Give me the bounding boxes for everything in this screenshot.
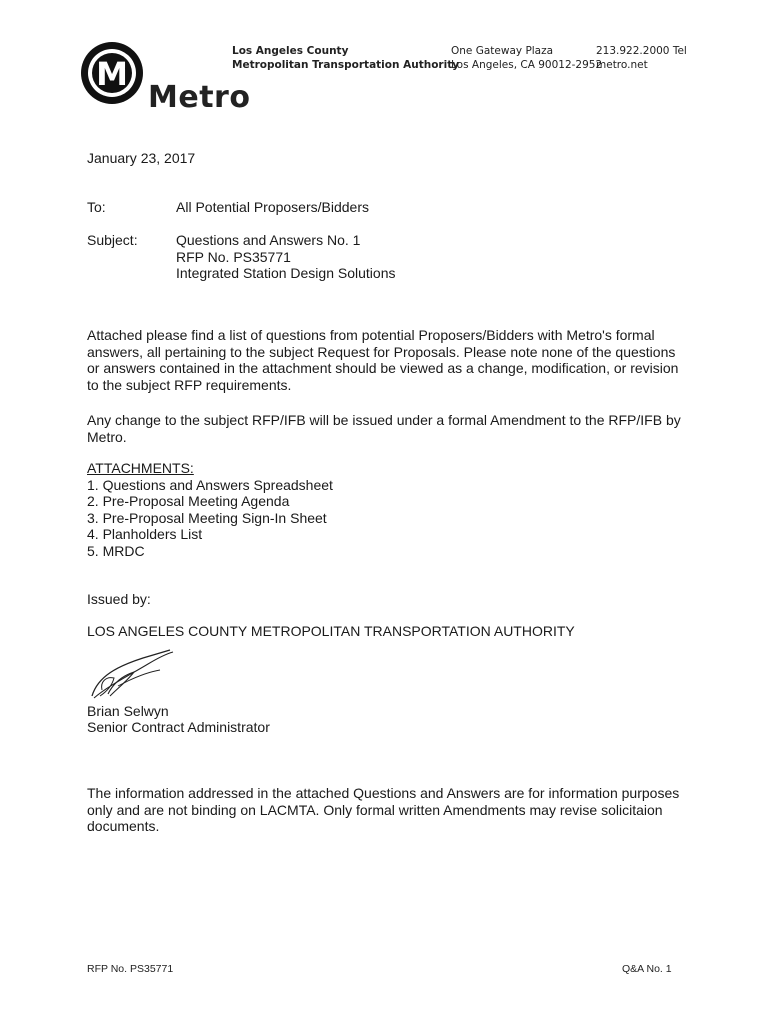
subject-label: Subject: — [87, 232, 138, 248]
footer-qa-number: Q&A No. 1 — [622, 963, 672, 975]
signer-title: Senior Contract Administrator — [87, 719, 270, 735]
signer-name: Brian Selwyn — [87, 703, 169, 719]
agency-line-1: Los Angeles County — [232, 45, 349, 57]
subject-lines — [176, 232, 395, 282]
issued-by-label: Issued by: — [87, 591, 151, 607]
list-item: 5. MRDC — [87, 542, 145, 559]
subject-line: Questions and Answers No. 1 — [176, 232, 361, 248]
handwritten-signature — [88, 646, 178, 704]
metro-wordmark: Metro — [148, 80, 251, 115]
paragraph-attachment-notice: Attached please find a list of questions from potential Proposers/Bidders with Metro's formal answers, all pertaining to the subject Request for Proposals. Please note none of the questions or answers contained in the attachment should be viewed as a change, modification, or revision to the subject RFP requirements. — [87, 327, 679, 393]
agency-line-2: Metropolitan Transportation Authority — [232, 59, 460, 71]
letter-date: January 23, 2017 — [87, 150, 196, 166]
disclaimer-paragraph: The information addressed in the attached Questions and Answers are for information purposes only and are not binding on LACMTA. Only formal written Amendments may revise solicitaion documents. — [87, 785, 680, 834]
attachments-heading: ATTACHMENTS: — [87, 460, 194, 476]
to-recipients: All Potential Proposers/Bidders — [176, 199, 369, 215]
attachments-list — [87, 477, 333, 560]
list-item: 2. Pre-Proposal Meeting Agenda — [87, 493, 290, 509]
metro-logo-icon — [80, 41, 144, 105]
website-link[interactable]: metro.net — [596, 59, 648, 71]
attachments-section — [87, 460, 333, 559]
address-line-2: Los Angeles, CA 90012-2952 — [451, 59, 603, 71]
subject-line: Integrated Station Design Solutions — [176, 265, 396, 281]
logo-letter: M — [96, 55, 128, 93]
phone-number: 213.922.2000 Tel — [596, 45, 687, 57]
letterhead-agency — [232, 44, 459, 72]
list-item: 4. Planholders List — [87, 526, 203, 542]
list-item: 1. Questions and Answers Spreadsheet — [87, 476, 333, 493]
address-line-1: One Gateway Plaza — [451, 45, 554, 57]
letterhead-address — [451, 44, 602, 72]
paragraph-amendment-notice: Any change to the subject RFP/IFB will be issued under a formal Amendment to the RFP/IFB by Metro. — [87, 412, 681, 445]
to-label: To: — [87, 199, 106, 215]
issuing-agency: LOS ANGELES COUNTY METROPOLITAN TRANSPORTATION AUTHORITY — [87, 623, 575, 639]
letterhead-contact — [596, 44, 687, 72]
footer-rfp-number: RFP No. PS35771 — [87, 963, 174, 975]
list-item: 3. Pre-Proposal Meeting Sign-In Sheet — [87, 509, 327, 526]
subject-line: RFP No. PS35771 — [176, 248, 291, 265]
